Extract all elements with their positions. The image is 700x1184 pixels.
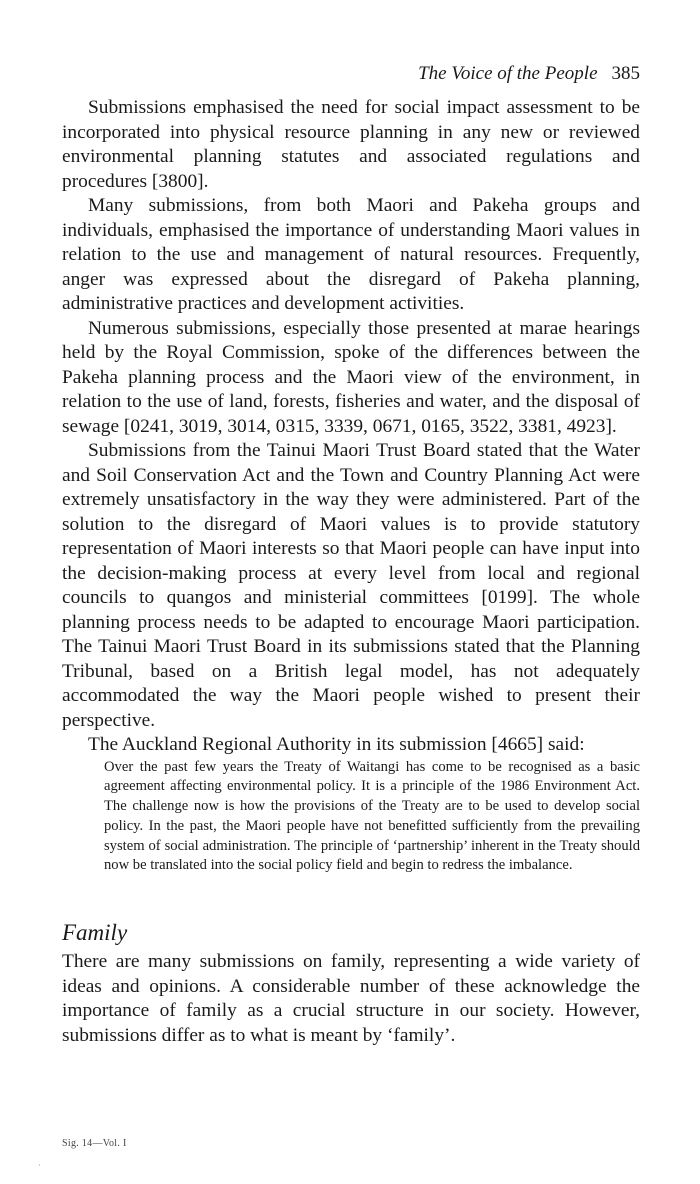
paragraph-family: There are many submissions on family, representing a wide variety of ideas and opinions. A considerable number of these acknowledge the importance of family as a crucial structure in our society. However, submissions differ as to what is meant by ‘family’.	[62, 951, 640, 1046]
paragraph-social-impact: Submissions emphasised the need for social impact assessment to be incorporated into physical resource planning in any new or reviewed environmental planning statutes and associated regulations and procedures [3800].	[62, 97, 640, 192]
page-number: 385	[611, 63, 640, 84]
paragraph-tainui-trust-board: Submissions from the Tainui Maori Trust Board stated that the Water and Soil Conservation Act and the Town and Country Planning Act were extremely unsatisfactory in the way they were administered. Part of the solution to the disregard of Maori values is to provide statutory representation of Maori interests so that Maori people can have input into the decision-making process at every level from local and regional councils to quangos and ministerial committees [0199]. The whole planning process needs to be adapted to encourage Maori participation. The Tainui Maori Trust Board in its submissions stated that the Planning Tribunal, based on a British legal model, has not adequately accommodated the way the Maori people wished to present their perspective.	[62, 440, 640, 731]
running-head-title: The Voice of the People	[418, 63, 598, 84]
running-head	[62, 60, 640, 90]
page-mark: ·	[38, 1161, 41, 1170]
paragraph-marae-hearings: Numerous submissions, especially those presented at marae hearings held by the Royal Commission, spoke of the differences between the Pakeha planning process and the Maori view of the environment, in relation to the use of land, forests, fisheries and water, and the disposal of sewage [0241, 3019, 3014, 0315, 3339, 0671, 0165, 3522, 3381, 4923].	[62, 317, 640, 437]
section-heading: Family	[62, 920, 128, 946]
page-body	[62, 60, 640, 1048]
signature-mark: Sig. 14—Vol. I	[62, 1138, 127, 1149]
paragraph-maori-values: Many submissions, from both Maori and Pakeha groups and individuals, emphasised the importance of understanding Maori values in relation to the use and management of natural resources. Frequently, anger was expressed about the disregard of Pakeha planning, administrative practices and development activities.	[62, 195, 640, 314]
block-quote: Over the past few years the Treaty of Waitangi has come to be recognised as a basic agreement affecting environmental policy. It is a principle of the 1986 Environment Act. The challenge now is how the provisions of the Treaty are to be used to develop social policy. In the past, the Maori people have not benefitted sufficiently from the prevailing system of social administration. The principle of ‘partnership’ inherent in the Treaty should now be translated into the social policy field and begin to redress the imbalance.	[104, 758, 640, 874]
paragraph-auckland-intro: The Auckland Regional Authority in its submission [4665] said:	[88, 734, 585, 755]
